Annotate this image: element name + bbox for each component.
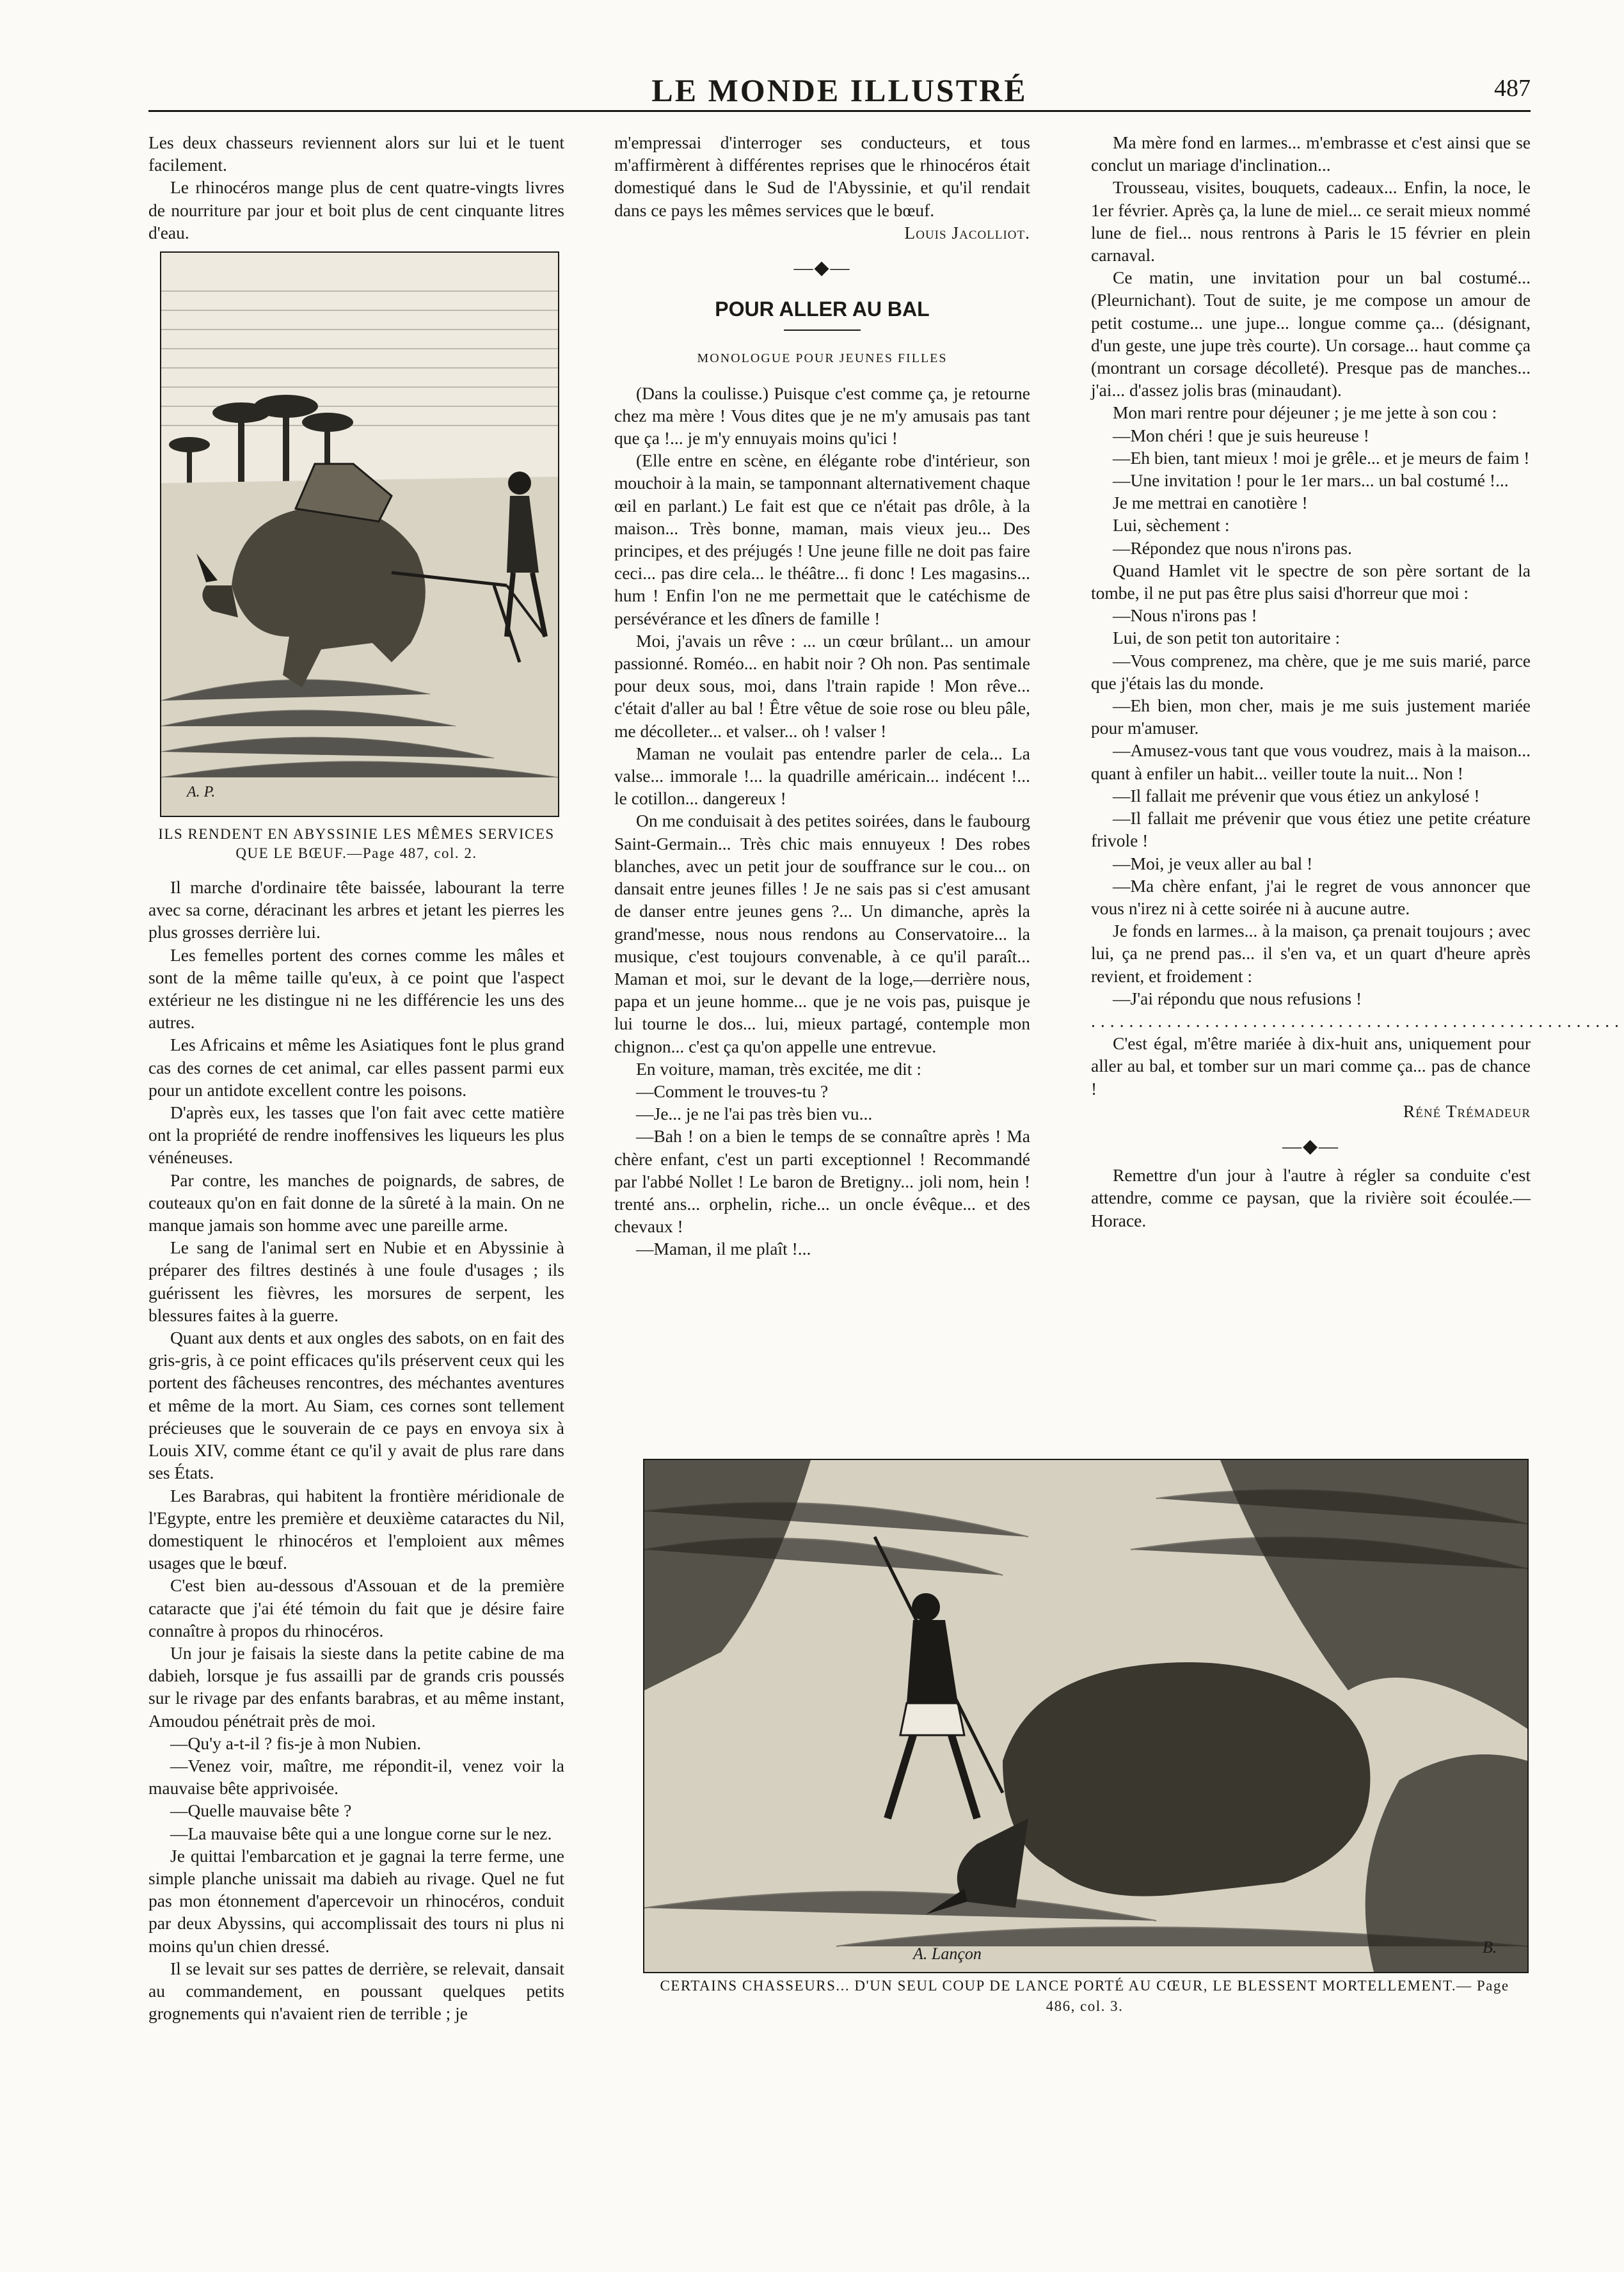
rhino-plough-illustration [160,251,559,817]
paragraph: —La mauvaise bête qui a une longue corne sur le nez. [170,1823,552,1843]
paragraph: Par contre, les manches de poignards, de sabres, de couteaux qu'on en fait donne de la sûreté à la main. On ne manque jamais son homme avec une pareille arme. [148,1170,564,1235]
paragraph: —Mon chéri ! que je suis heureuse ! [1113,425,1369,445]
paragraph: Mon mari rentre pour déjeuner ; je me jette à son cou : [1113,402,1497,423]
paragraph: D'après eux, les tasses que l'on fait avec cette matière ont la propriété de rendre inoffensives les liqueurs les plus vénéneuses. [148,1102,564,1168]
paragraph: Ma mère fond en larmes... m'embrasse et c'est ainsi que se conclut un mariage d'inclination... [1091,132,1531,175]
paragraph: Les Africains et même les Asiatiques font le plus grand cas des cornes de cet animal, car elles passent parmi eux pour un antidote excellent contre les poisons. [148,1035,564,1100]
engraver-initial: B. [1483,1938,1497,1957]
paragraph: —Je... je ne l'ai pas très bien vu... [636,1104,873,1124]
paragraph: —Qu'y a-t-il ? fis-je à mon Nubien. [170,1733,422,1753]
paragraph: —Comment le trouves-tu ? [636,1081,829,1101]
paragraph: Les deux chasseurs reviennent alors sur lui et le tuent facilement. [148,132,564,175]
paragraph: Il marche d'ordinaire tête baissée, labourant la terre avec sa corne, déracinant les arbres et jetant les pierres les plus grosses derrière lui. [148,877,564,942]
illustration-caption: ILS RENDENT EN ABYSSINIE LES MÊMES SERVICES QUE LE BŒUF.—Page 487, col. 2. [158,826,555,862]
paragraph: Quant aux dents et aux ongles des sabots, on en fait des gris-gris, à ce point efficaces qu'ils préservent ceux qui les portent des fâcheuses rencontres, des méchantes aventures et même de la mort. Au Siam, ces cornes sont tellement précieuses que le souverain de ce pays en envoya six à Louis XIV, comme étant ce qu'il y avait de plus rare dans ses États. [148,1328,564,1483]
paragraph: —Venez voir, maître, me répondit-il, venez voir la mauvaise bête apprivoisée. [148,1755,564,1799]
paragraph: —Il fallait me prévenir que vous étiez une petite créature frivole ! [1091,808,1531,851]
paragraph: —Nous n'irons pas ! [1113,605,1257,626]
title-rule [784,330,861,331]
paragraph: m'empressai d'interroger ses conducteurs, et tous m'affirmèrent à différentes reprises que le rhinocéros était domestiqué dans le Sud de l'Abyssinie, et qu'il rendait dans ce pays les mêmes services que le bœuf. [614,132,1030,220]
page-number: 487 [1494,75,1531,102]
illustration-signature: A. P. [187,784,216,801]
rhino-hunt-illustration [643,1459,1529,1973]
paragraph: Les femelles portent des cornes comme les mâles et sont de la même taille qu'eux, à ce point que l'aspect extérieur ne les distingue ni ne les différencie les uns des autres. [148,944,564,1033]
paragraph: —Vous comprenez, ma chère, que je me suis marié, parce que j'étais las du monde. [1091,650,1531,693]
paragraph: C'est bien au-dessous d'Assouan et de la première cataracte que j'ai été témoin du fait que je désire faire connaître à propos du rhinocéros. [148,1575,564,1640]
paragraph: —Eh bien, tant mieux ! moi je grêle... et je meurs de faim ! [1113,447,1530,468]
big-illustration-caption: CERTAINS CHASSEURS... D'UN SEUL COUP DE LANCE PORTÉ AU CŒUR, LE BLESSENT MORTELLEMENT.— Page 486, col. 3. [660,1978,1509,2014]
dotted-separator: ........................................................ [1091,1010,1624,1031]
paragraph: Je me mettrai en canotière ! [1113,493,1308,513]
paragraph: Lui, sèchement : [1113,515,1230,536]
masthead [148,72,1531,112]
column-2 [614,131,1030,1462]
paragraph: Un jour je faisais la sieste dans la petite cabine de ma dabieh, lorsque je fus assailli par de grands cris poussés sur le rivage par des enfants barabras, et au même instant, Amoudou pénétrait près de moi. [148,1642,564,1731]
rhino-hunt-engraving [644,1460,1527,1972]
column-1 [148,131,564,2230]
paragraph: Je fonds en larmes... à la maison, ça prenait toujours ; avec lui, ça ne prend pas... il s'en va, et un quart d'heure après revient, et froidement : [1091,921,1531,986]
paragraph: Remettre d'un jour à l'autre à régler sa conduite c'est attendre, comme ce paysan, que la rivière soit écoulée.—Horace. [1091,1165,1531,1230]
paragraph: —Moi, je veux aller au bal ! [1113,853,1313,873]
paragraph: —J'ai répondu que nous refusions ! [1113,988,1362,1008]
column-3 [1091,131,1624,1462]
paragraph: Moi, j'avais un rêve : ... un cœur brûlant... un amour passionné. Roméo... en habit noir ? Oh non. Pas sentimale pour deux sous, moi, dans l'train rapide ! Mon rêve... c'était d'aller au bal ! Être vêtue de soie rose ou bleu pâle, me décolleter... et valser... oh ! valser ! [614,630,1030,741]
paragraph: En voiture, maman, très excitée, me dit : [636,1058,921,1079]
signature-tremadeur: Réné Trémadeur [1403,1100,1531,1121]
paragraph: Il se levait sur ses pattes de derrière, se relevait, dansait au commandement, en poussant quelques petits grognements qui n'avaient rien de terrible ; je [148,1958,564,2024]
paragraph: (Dans la coulisse.) Puisque c'est comme ça, je retourne chez ma mère ! Vous dites que je ne m'y amusais pas tant que ça !... je m'y ennuyais moins qu'ici ! [614,383,1030,449]
paragraph: Maman ne voulait pas entendre parler de cela... La valse... immorale !... la quadrille américain... indécent !... le cotillon... dangereux ! [614,743,1030,809]
paragraph: —Quelle mauvaise bête ? [170,1800,352,1821]
paragraph: —Ma chère enfant, j'ai le regret de vous annoncer que vous n'irez ni à cette soirée ni à aucune autre. [1091,875,1531,918]
paragraph: —Bah ! on a bien le temps de se connaître après ! Ma chère enfant, c'est un parti exceptionnel ! Recommandé par l'abbé Nollet ! Le baron de Bretigny... joli nom, hein ! trenté ans... orphelin, riche... un oncle évêque... et des chevaux ! [614,1126,1030,1237]
newspaper-title: LE MONDE ILLUSTRÉ [651,72,1028,108]
article-subtitle: MONOLOGUE POUR JEUNES FILLES [697,351,948,366]
col1-paragraphs [148,876,564,2024]
paragraph: —Eh bien, mon cher, mais je me suis justement mariée pour m'amuser. [1091,695,1531,738]
paragraph: —Amusez-vous tant que vous voudrez, mais à la maison... quant à enfiler un habit... veiller toute la nuit... Non ! [1091,740,1531,783]
paragraph: Le rhinocéros mange plus de cent quatre-vingts livres de nourriture par jour et boit plus de cent cinquante litres d'eau. [148,177,564,242]
section-separator: —◆— [1282,1135,1340,1157]
section-separator: —◆— [793,257,851,279]
rhino-plough-engraving [161,253,558,816]
paragraph: C'est égal, m'être mariée à dix-huit ans, uniquement pour aller au bal, et tomber sur un mari comme ça... pas de chance ! [1091,1033,1531,1099]
paragraph: (Elle entre en scène, en élégante robe d'intérieur, son mouchoir à la main, se tamponnant alternativement chaque œil en parlant.) Le fait est que ce n'était pas drôle, à la maison... Très bonne, maman, mais vieux jeu... Des principes, et des préjugés ! Une jeune fille ne doit pas faire ceci... pas dire cela... le théâtre... fi donc ! Les magasins... hum ! Enfin l'on ne me permettait que le catéchisme de persévérance et les dîners de famille ! [614,450,1030,628]
paragraph: Je quittai l'embarcation et je gagnai la terre ferme, une simple planche unissait ma dabieh au rivage. Quel ne fut pas mon étonnement d'apercevoir un rhinocéros, conduit par deux Abyssins, qui accomplissait des tours ni plus ni moins qu'un chien dressé. [148,1845,564,1956]
article-title: POUR ALLER AU BAL [715,298,930,321]
paragraph: Le sang de l'animal sert en Nubie et en Abyssinie à préparer des filtres destinés à une foule d'usages ; ils guérissent les fièvres, les morsures de serpent, les blessures faites à la guerre. [148,1237,564,1325]
paragraph: On me conduisait à des petites soirées, dans le faubourg Saint-Germain... Très chic mais ennuyeux ! Des robes blanches, avec un petit jour de souffrance sur le cou... on dansait entre jeunes filles ! Je ne sais pas si c'est amusant de danser entre jeunes gens ?... Un dimanche, après la grand'messe, nous nous rendons au Conservatoire... la musique, c'est toujours convenable, à ce qu'il paraît... Maman et moi, sur le devant de la loge,—derrière nous, papa et un jeune homme... que je ne vois pas, puisque je lui tourne le dos... lui, mieux partagé, contemple mon chignon... c'est ça qu'on appelle une entrevue. [614,811,1030,1056]
signature-jacolliot: Louis Jacolliot. [904,222,1030,242]
paragraph: —Répondez que nous n'irons pas. [1113,537,1352,558]
paragraph: Ce matin, une invitation pour un bal costumé... (Pleurnichant). Tout de suite, je me compose un amour de petit costume... une jupe... longue comme ça... (désignant, d'un geste, une jupe très courte). Un corsage... haut comme ça (montrant un corsage décolleté). Presque pas de manches... j'ai... d'assez jolis bras (minaudant). [1091,267,1531,401]
paragraph: Les Barabras, qui habitent la frontière méridionale de l'Egypte, entre les première et deuxième cataractes du Nil, domestiquent le rhinocéros et l'emploient aux mêmes usages que le bœuf. [148,1485,564,1573]
paragraph: Trousseau, visites, bouquets, cadeaux... Enfin, la noce, le 1er février. Après ça, la lune de miel... ce serait mieux nommé lune de fiel... nous rentrons à Paris le 15 février en plein carnaval. [1091,177,1531,266]
paragraph: Quand Hamlet vit le spectre de son père sortant de la tombe, il ne put pas être plus saisi d'horreur que moi : [1091,560,1531,603]
paragraph: —Une invitation ! pour le 1er mars... un bal costumé !... [1113,470,1509,491]
paragraph: —Maman, il me plaît !... [636,1239,811,1259]
paragraph: —Il fallait me prévenir que vous étiez un ankylosé ! [1113,785,1480,806]
paragraph: Lui, de son petit ton autoritaire : [1113,628,1341,648]
engraver-signature: A. Lançon [913,1944,982,1963]
